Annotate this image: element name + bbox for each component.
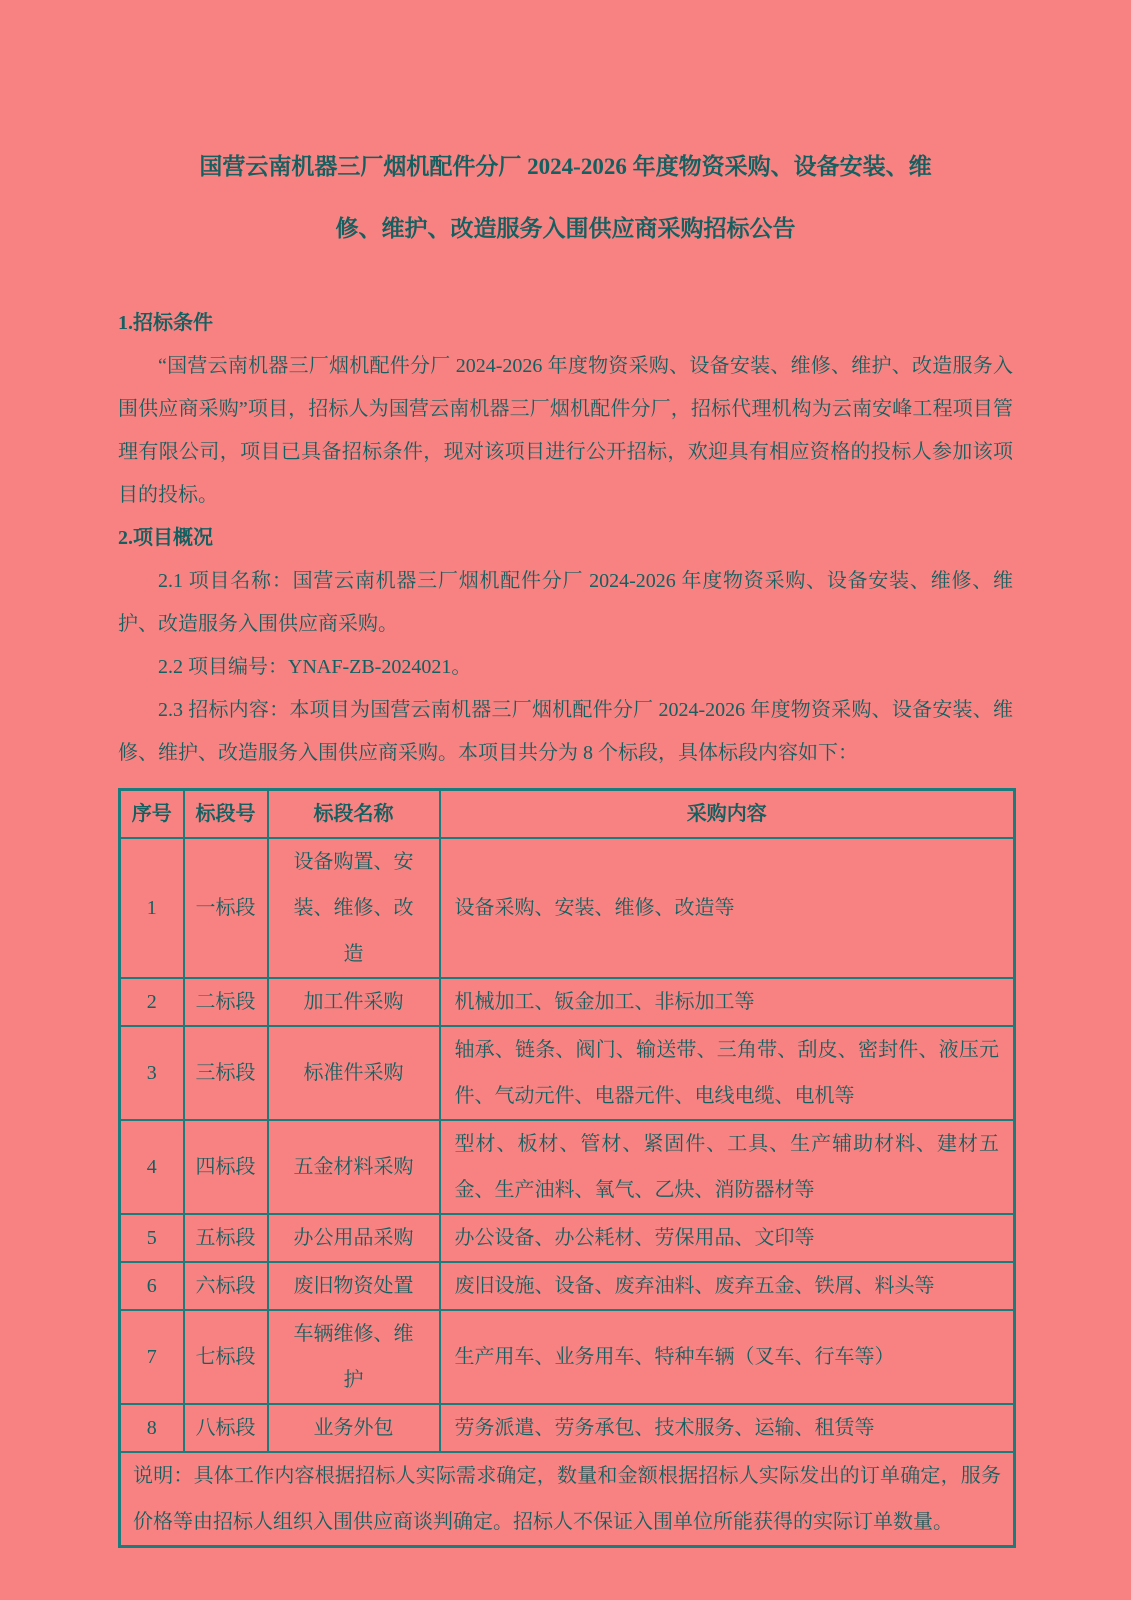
cell-seq: 7	[120, 1310, 184, 1404]
table-row	[120, 1214, 1015, 1262]
table-note-row	[120, 1452, 1015, 1547]
cell-name: 办公用品采购	[268, 1214, 440, 1262]
title-line-2: 修、维护、改造服务入围供应商采购招标公告	[335, 216, 796, 241]
cell-name: 标准件采购	[268, 1026, 440, 1120]
cell-lot: 二标段	[184, 978, 268, 1026]
table-note: 说明：具体工作内容根据招标人实际需求确定，数量和金额根据招标人实际发出的订单确定，服务价格等由招标人组织入围供应商谈判确定。招标人不保证入围单位所能获得的实际订单数量。	[120, 1452, 1015, 1547]
cell-lot: 三标段	[184, 1026, 268, 1120]
cell-seq: 5	[120, 1214, 184, 1262]
cell-name: 业务外包	[268, 1404, 440, 1452]
section-1-heading: 1.招标条件	[118, 312, 213, 334]
cell-content: 办公设备、办公耗材、劳保用品、文印等	[440, 1214, 1015, 1262]
table-row	[120, 1404, 1015, 1452]
cell-name: 废旧物资处置	[268, 1262, 440, 1310]
cell-lot: 六标段	[184, 1262, 268, 1310]
table-row	[120, 838, 1015, 978]
col-header-content: 采购内容	[440, 790, 1015, 839]
cell-name: 五金材料采购	[268, 1120, 440, 1214]
cell-content: 轴承、链条、阀门、输送带、三角带、刮皮、密封件、液压元件、气动元件、电器元件、电线电缆、电机等	[440, 1026, 1015, 1120]
table-row	[120, 978, 1015, 1026]
cell-lot: 一标段	[184, 838, 268, 978]
cell-lot: 八标段	[184, 1404, 268, 1452]
cell-seq: 1	[120, 838, 184, 978]
section-1-paragraph: “国营云南机器三厂烟机配件分厂 2024-2026 年度物资采购、设备安装、维修、维护、改造服务入围供应商采购”项目，招标人为国营云南机器三厂烟机配件分厂，招标代理机构为云南安峰工程项目管理有限公司，项目已具备招标条件，现对该项目进行公开招标，欢迎具有相应资格的投标人参加该项目的投标。	[118, 355, 1013, 506]
cell-name: 设备购置、安装、维修、改造	[268, 838, 440, 978]
project-name-paragraph: 2.1 项目名称：国营云南机器三厂烟机配件分厂 2024-2026 年度物资采购、设备安装、维修、维护、改造服务入围供应商采购。	[118, 570, 1013, 635]
cell-lot: 五标段	[184, 1214, 268, 1262]
section-2-heading: 2.项目概况	[118, 527, 213, 549]
cell-seq: 2	[120, 978, 184, 1026]
cell-content: 废旧设施、设备、废弃油料、废弃五金、铁屑、料头等	[440, 1262, 1015, 1310]
col-header-seq: 序号	[120, 790, 184, 839]
document-title	[118, 136, 1013, 260]
cell-content: 机械加工、钣金加工、非标加工等	[440, 978, 1015, 1026]
cell-content: 劳务派遣、劳务承包、技术服务、运输、租赁等	[440, 1404, 1015, 1452]
cell-name: 加工件采购	[268, 978, 440, 1026]
table-row	[120, 1310, 1015, 1404]
cell-seq: 8	[120, 1404, 184, 1452]
cell-seq: 6	[120, 1262, 184, 1310]
tender-content-paragraph: 2.3 招标内容：本项目为国营云南机器三厂烟机配件分厂 2024-2026 年度物资采购、设备安装、维修、维护、改造服务入围供应商采购。本项目共分为 8 个标段，具体标段内容如下：	[118, 699, 1013, 764]
title-line-1: 国营云南机器三厂烟机配件分厂 2024-2026 年度物资采购、设备安装、维	[199, 154, 932, 179]
cell-name: 车辆维修、维护	[268, 1310, 440, 1404]
table-row	[120, 1262, 1015, 1310]
cell-content: 生产用车、业务用车、特种车辆（叉车、行车等）	[440, 1310, 1015, 1404]
lot-table	[118, 788, 1016, 1548]
table-header-row	[120, 790, 1015, 839]
col-header-lot: 标段号	[184, 790, 268, 839]
cell-lot: 七标段	[184, 1310, 268, 1404]
cell-content: 设备采购、安装、维修、改造等	[440, 838, 1015, 978]
cell-lot: 四标段	[184, 1120, 268, 1214]
cell-seq: 3	[120, 1026, 184, 1120]
col-header-name: 标段名称	[268, 790, 440, 839]
cell-seq: 4	[120, 1120, 184, 1214]
cell-content: 型材、板材、管材、紧固件、工具、生产辅助材料、建材五金、生产油料、氧气、乙炔、消防器材等	[440, 1120, 1015, 1214]
table-row	[120, 1026, 1015, 1120]
table-row	[120, 1120, 1015, 1214]
project-number-paragraph: 2.2 项目编号：YNAF-ZB-2024021。	[158, 656, 472, 678]
